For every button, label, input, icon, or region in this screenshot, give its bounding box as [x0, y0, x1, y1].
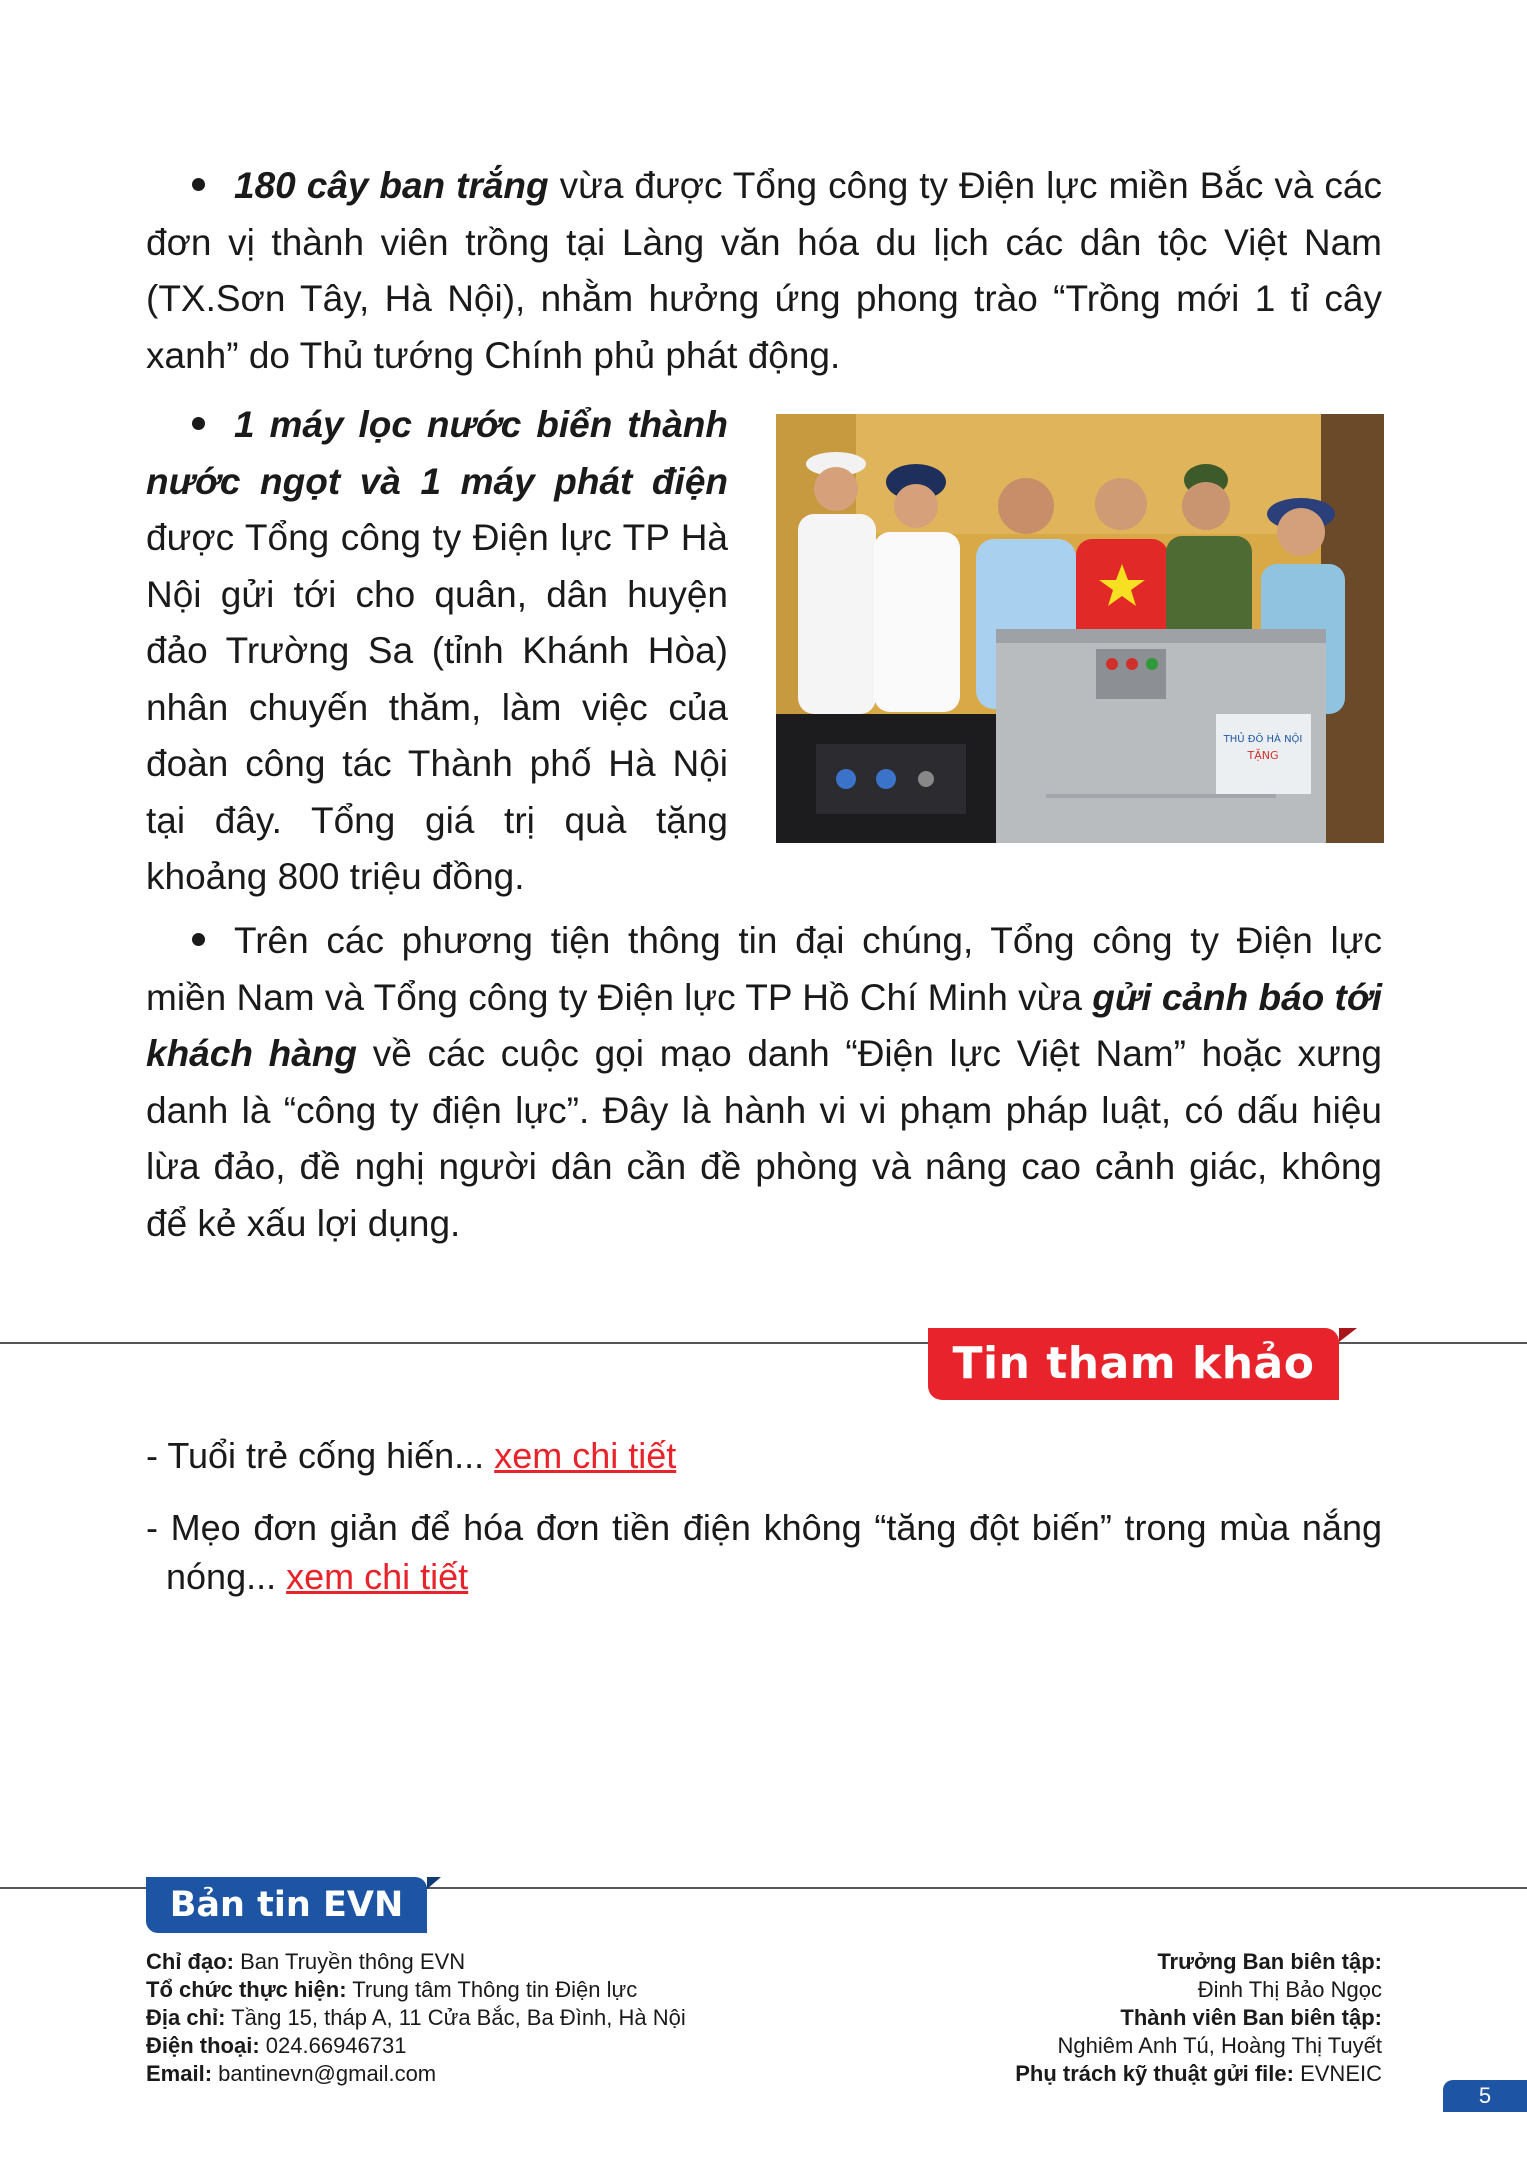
bullet-trees-bold: 180 cây ban trắng — [234, 165, 549, 206]
bullet-dot-icon — [146, 913, 234, 970]
footer-text: Tổ chức thực hiện: — [146, 1977, 347, 2002]
footer-text: EVNEIC — [1293, 2061, 1382, 2086]
machine-sign-sub: TẶNG — [1247, 749, 1279, 762]
reference-item — [146, 1503, 1382, 1601]
footer-text: Trưởng Ban biên tập: — [1157, 1949, 1382, 1974]
footer-line — [146, 2004, 846, 2032]
footer-text: Ban Truyền thông EVN — [234, 1949, 466, 1974]
bullet-trees-text: vừa được Tổng công ty Điện lực miền Bắc và các đơn vị thành viên trồng tại Làng văn hóa du lịch các dân tộc Việt Nam (TX.Sơn Tây, Hà Nội), nhằm hưởng ứng phong trào “Trồng mới 1 tỉ cây xanh” do Thủ tướng Chính phủ phát động. — [146, 165, 1382, 376]
bullet-paragraph-warning — [146, 913, 1382, 1252]
footer-text: Chỉ đạo: — [146, 1949, 234, 1974]
bullet-dot-icon — [146, 397, 234, 454]
page-number: 5 — [1443, 2080, 1527, 2112]
footer-credits-left — [146, 1948, 846, 2088]
footer-text: bantinevn@gmail.com — [212, 2061, 437, 2086]
footer-line — [146, 1948, 846, 1976]
footer-credits-right — [782, 1948, 1382, 2088]
reference-item — [146, 1431, 1382, 1480]
footer-text: Địa chỉ: — [146, 2005, 226, 2030]
footer-chief-name: Đinh Thị Bảo Ngọc — [1197, 1977, 1382, 2002]
bullet-warning-text-after: về các cuộc gọi mạo danh “Điện lực Việt Nam” hoặc xưng danh là “công ty điện lực”. Đây là hành vi vi phạm pháp luật, có dấu hiệu lừa đảo, đề nghị người dân cần đề phòng và nâng cao cảnh giác, không để kẻ xấu lợi dụng. — [146, 1033, 1382, 1244]
bullet-dot-icon — [146, 158, 234, 215]
footer-line — [146, 1976, 846, 2004]
photo-illustration — [776, 414, 1384, 843]
bullet-water-bold: 1 máy lọc nước biển thành nước ngọt và 1 máy phát điện — [146, 404, 728, 502]
bullet-paragraph-trees — [146, 158, 1382, 384]
reference-item-link[interactable]: xem chi tiết — [286, 1556, 469, 1597]
footer-text: Phụ trách kỹ thuật gửi file: — [1015, 2061, 1294, 2086]
footer-line — [146, 2060, 846, 2088]
bullet-warning-bold: gửi cảnh báo tới khách hàng — [146, 976, 1383, 1074]
footer-members-names: Nghiêm Anh Tú, Hoàng Thị Tuyết — [1057, 2033, 1382, 2058]
footer-text: Trung tâm Thông tin Điện lực — [346, 1977, 638, 2002]
footer-text: Điện thoại: — [146, 2033, 260, 2058]
footer-members-label — [782, 2004, 1382, 2032]
footer-text: 024.66946731 — [259, 2033, 407, 2058]
machine-sign-title: THỦ ĐÔ HÀ NỘI — [1223, 734, 1303, 745]
reference-item-text: - Mẹo đơn giản để hóa đơn tiền điện không “tăng đột biến” trong mùa nắng nóng... — [146, 1507, 1382, 1597]
footer-line — [146, 2032, 846, 2060]
bullet-warning-text-before: Trên các phương tiện thông tin đại chúng, Tổng công ty Điện lực miền Nam và Tổng công ty Điện lực TP Hồ Chí Minh vừa — [146, 920, 1382, 1018]
footer-tech — [782, 2060, 1382, 2088]
bullet-paragraph-water-machine — [146, 397, 728, 906]
footer-text: Email: — [146, 2061, 213, 2086]
footer-brand-badge: Bản tin EVN — [146, 1877, 427, 1933]
reference-heading: Tin tham khảo — [928, 1328, 1339, 1400]
reference-item-text: - Tuổi trẻ cống hiến... — [146, 1435, 495, 1476]
news-photo — [776, 414, 1384, 843]
footer-text: Thành viên Ban biên tập: — [1120, 2005, 1382, 2030]
reference-item-link[interactable]: xem chi tiết — [494, 1435, 677, 1476]
footer-chief-label — [782, 1948, 1382, 1976]
bullet-water-text: được Tổng công ty Điện lực TP Hà Nội gửi tới cho quân, dân huyện đảo Trường Sa (tỉnh Khánh Hòa) nhân chuyến thăm, làm việc của đoàn công tác Thành phố Hà Nội tại đây. Tổng giá trị quà tặng khoảng 800 triệu đồng. — [146, 517, 728, 897]
footer-text: Tầng 15, tháp A, 11 Cửa Bắc, Ba Đình, Hà Nội — [225, 2005, 686, 2030]
